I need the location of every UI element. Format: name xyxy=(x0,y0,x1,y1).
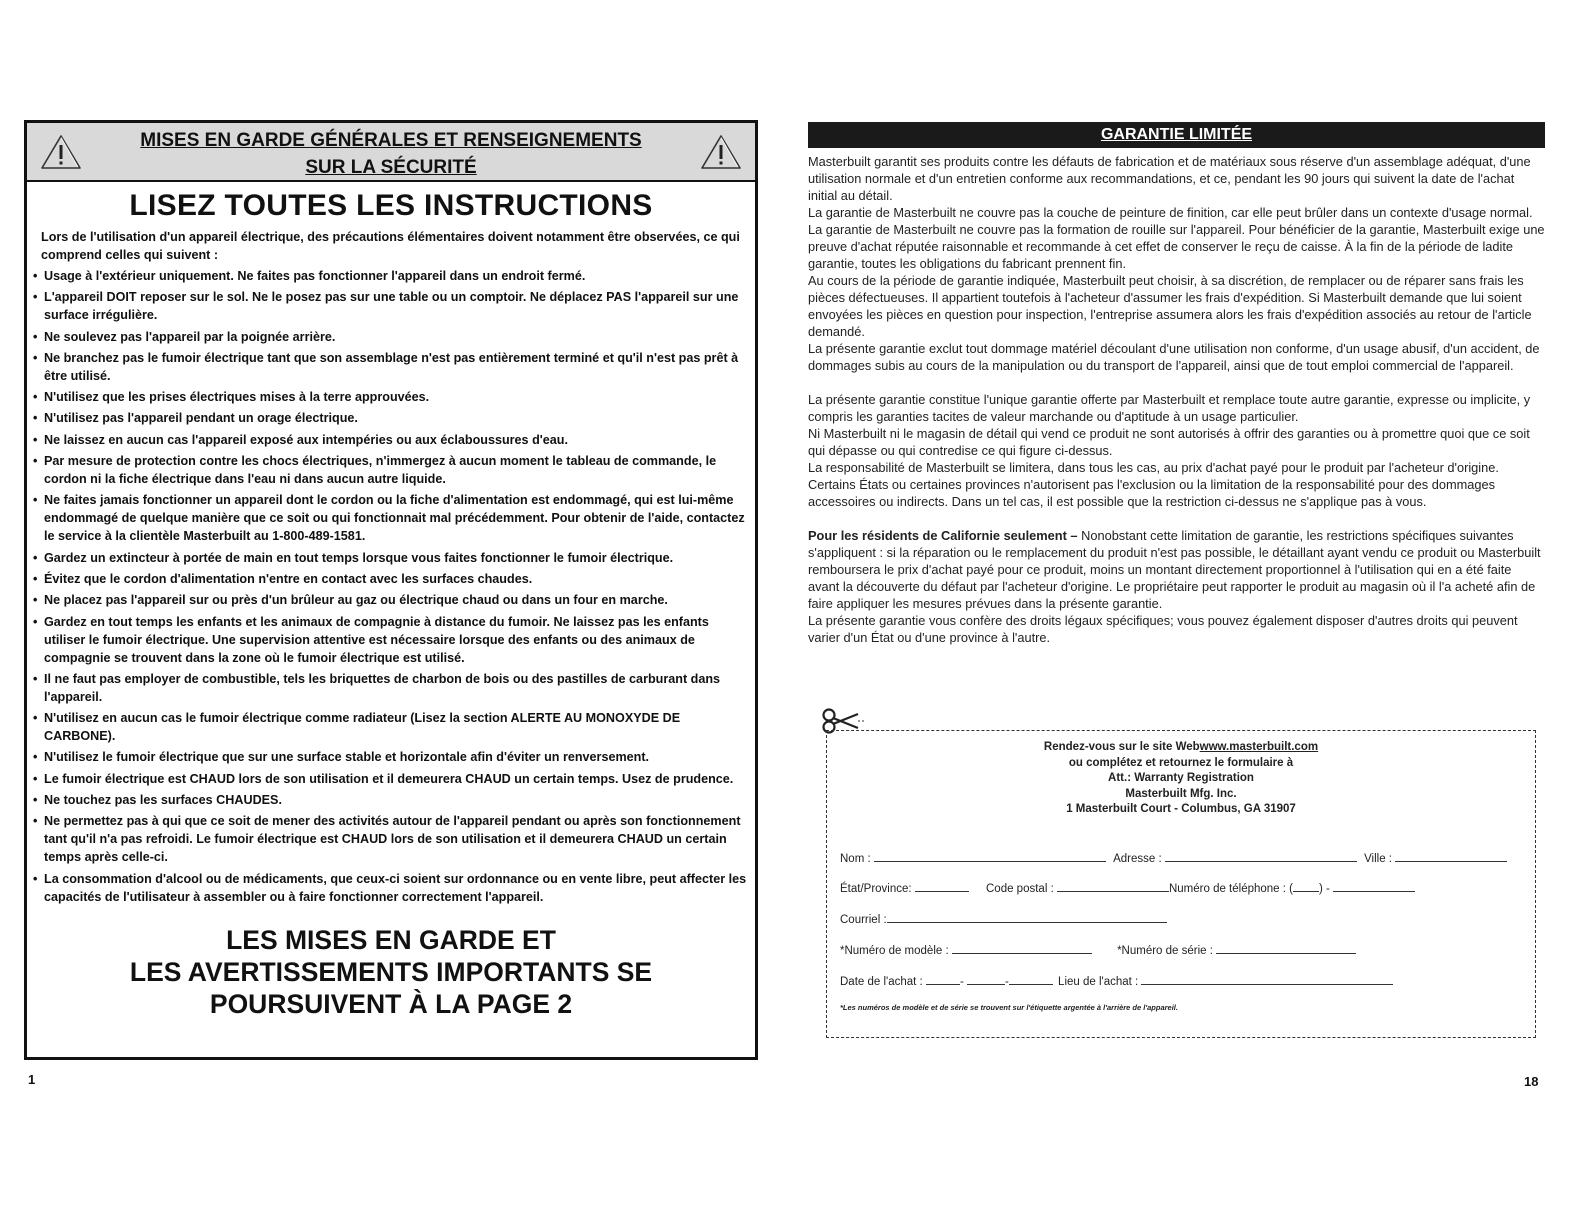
warning-item: • Gardez en tout temps les enfants et les animaux de compagnie à distance du fumoir. Ne laissez pas les enfants utiliser le fumoir électrique. Une supervision attentive est nécessaire lorsque des enfants ou des animaux de compagnie se trouvent dans la zone où le fumoir électrique est utilisé. xyxy=(33,613,749,667)
form-footnote: *Les numéros de modèle et de série se trouvent sur l'étiquette argentée à l'arrière de l'appareil. xyxy=(840,1003,1178,1012)
warning-item: • L'appareil DOIT reposer sur le sol. Ne le posez pas sur une table ou un comptoir. Ne déplacez PAS l'appareil sur une surface irrégulière. xyxy=(33,288,749,324)
california-text: Nonobstant cette limitation de garantie, les restrictions spécifiques suivantes s'appliquent : si la réparation ou le remplacement du produit n'est pas possible, le détaillant ayant vendu ce produit ou Masterbuilt remboursera le prix d'achat payé pour ce produit, moins un montant directement proportionnel à l'utilisation qui en a été faite avant la découverte du défaut par l'acheteur d'origine. Le propriétaire peut rapporter le produit au magasin où il l'a acheté afin de faire appliquer les mesures prévues dans la présente garantie. xyxy=(808,528,1541,611)
form-row-email xyxy=(840,910,1167,926)
label-serie: *Numéro de série : xyxy=(1117,945,1213,957)
warning-item: • Le fumoir électrique est CHAUD lors de son utilisation et il demeurera CHAUD un certain temps. Usez de prudence. xyxy=(33,770,749,788)
warranty-paragraph: La présente garantie exclut tout dommage matériel découlant d'une utilisation non conforme, d'un usage abusif, d'un accident, de dommages subis au cours de la manipulation ou du transport de l'appareil, ainsi que de tout emploi commercial de l'appareil. xyxy=(808,341,1540,373)
main-title: LISEZ TOUTES LES INSTRUCTIONS xyxy=(129,189,653,222)
label-nom: Nom : xyxy=(840,853,871,865)
warranty-paragraph: La présente garantie vous confère des droits légaux spécifiques; vous pouvez également disposer d'autres droits qui peuvent varier d'un État ou d'une province à l'autre. xyxy=(808,613,1518,645)
lieu-field[interactable] xyxy=(1141,972,1393,985)
warning-item: • Ne branchez pas le fumoir électrique tant que son assemblage n'est pas entièrement terminé et qu'il n'est pas prêt à être utilisé. xyxy=(33,349,749,385)
intro-text: Lors de l'utilisation d'un appareil électrique, des précautions élémentaires doivent notamment être observées, ce qui comprend celles qui suivent : xyxy=(41,230,740,262)
warning-item: • Par mesure de protection contre les chocs électriques, n'immergez à aucun moment le tableau de commande, le cordon ni la fiche électrique dans l'eau ni dans aucun autre liquide. xyxy=(33,452,749,488)
warning-item: • Ne soulevez pas l'appareil par la poignée arrière. xyxy=(33,328,749,346)
warning-item: • Ne laissez en aucun cas l'appareil exposé aux intempéries ou aux éclaboussures d'eau. xyxy=(33,431,749,449)
warning-item: • Usage à l'extérieur uniquement. Ne faites pas fonctionner l'appareil dans un endroit fermé. xyxy=(33,267,749,285)
website-link[interactable]: www.masterbuilt.com xyxy=(1199,741,1319,753)
label-ville: Ville : xyxy=(1364,853,1392,865)
warnings-list xyxy=(27,267,755,906)
page-number-right: 18 xyxy=(1524,1074,1539,1089)
warning-triangle-icon xyxy=(699,133,743,171)
warning-item: • Ne permettez pas à qui que ce soit de mener des activités autour de l'appareil pendant ou après son fonctionnement tant qu'il n'a pas refroidi. Le fumoir électrique est CHAUD lors de son utilisation et il demeurera CHAUD un certain temps après celle-ci. xyxy=(33,812,749,866)
form-instructions xyxy=(827,740,1535,818)
continued-notice xyxy=(27,924,755,1020)
form-row-model xyxy=(840,941,1356,957)
label-code-postal: Code postal : xyxy=(986,883,1054,895)
warranty-paragraph: La garantie de Masterbuilt ne couvre pas la couche de peinture de finition, car elle peut brûler dans un contexte d'usage normal. xyxy=(808,205,1533,220)
phone-separator: ) - xyxy=(1319,883,1330,895)
label-lieu: Lieu de l'achat : xyxy=(1058,976,1139,988)
continued-line2: LES AVERTISSEMENTS IMPORTANTS SE xyxy=(129,956,653,987)
label-modele: *Numéro de modèle : xyxy=(840,945,949,957)
warning-item: • N'utilisez en aucun cas le fumoir électrique comme radiateur (Lisez la section ALERTE AU MONOXYDE DE CARBONE). xyxy=(33,709,749,745)
date-year-field[interactable] xyxy=(1009,972,1053,985)
safety-header-line1: MISES EN GARDE GÉNÉRALES ET RENSEIGNEMENTS xyxy=(140,130,642,151)
page-number-left: 1 xyxy=(28,1072,36,1087)
continued-line1: LES MISES EN GARDE ET xyxy=(226,924,556,955)
warranty-paragraph: La responsabilité de Masterbuilt se limitera, dans tous les cas, au prix d'achat payé pour le produit par l'acheteur d'origine. Certains États ou certaines provinces n'autorisent pas l'exclusion ou la limitation de la responsabilité pour des dommages accessoires ou indirects. Dans un tel cas, il est possible que la restriction ci-dessus ne s'applique pas à vous. xyxy=(808,460,1499,509)
form-line1: Rendez-vous sur le site Web xyxy=(1043,741,1200,753)
california-label: Pour les résidents de Californie seulement – xyxy=(808,528,1078,543)
area-code-field[interactable] xyxy=(1293,879,1319,892)
warning-item: • Ne touchez pas les surfaces CHAUDES. xyxy=(33,791,749,809)
ville-field[interactable] xyxy=(1395,849,1507,862)
california-paragraph xyxy=(808,527,1546,612)
warning-item: • Gardez un extincteur à portée de main en tout temps lorsque vous faites fonctionner le fumoir électrique. xyxy=(33,549,749,567)
modele-field[interactable] xyxy=(952,941,1092,954)
warranty-paragraph: Masterbuilt garantit ses produits contre les défauts de fabrication et de matériaux sous réserve d'un assemblage adéquat, d'une utilisation normale et d'un entretien conforme aux recommandations, et ce, pendant les 90 jours qui suivent la date de l'achat initial au détail. xyxy=(808,154,1531,203)
warning-item: • Ne faites jamais fonctionner un appareil dont le cordon ou la fiche d'alimentation est endommagé, qui est lui-même endommagé de quelque manière que ce soit ou qui fonctionnait mal précédemment. Pour obtenir de l'aide, contactez le service à la clientèle Masterbuilt au 1-800-489-1581. xyxy=(33,491,749,545)
safety-header-title xyxy=(97,127,685,181)
warning-item: • N'utilisez le fumoir électrique que sur une surface stable et horizontale afin d'éviter un renversement. xyxy=(33,748,749,766)
warning-item: • Évitez que le cordon d'alimentation n'entre en contact avec les surfaces chaudes. xyxy=(33,570,749,588)
label-courriel: Courriel : xyxy=(840,914,887,926)
date-day-field[interactable] xyxy=(967,972,1005,985)
telephone-field[interactable] xyxy=(1333,879,1415,892)
province-field[interactable] xyxy=(915,879,969,892)
form-line2: ou complétez et retournez le formulaire à xyxy=(1068,756,1294,769)
warranty-registration-form xyxy=(826,730,1536,1038)
form-row-date xyxy=(840,972,1393,988)
warning-item: • N'utilisez que les prises électriques mises à la terre approuvées. xyxy=(33,388,749,406)
form-row-province xyxy=(840,879,1415,895)
form-line4: Masterbuilt Mfg. Inc. xyxy=(1125,787,1237,800)
safety-header-line2: SUR LA SÉCURITÉ xyxy=(305,157,477,178)
form-line3: Att.: Warranty Registration xyxy=(1108,772,1254,784)
warning-item: • Ne placez pas l'appareil sur ou près d'un brûleur au gaz ou électrique chaud ou dans un four en marche. xyxy=(33,591,749,609)
warranty-paragraph: Au cours de la période de garantie indiquée, Masterbuilt peut choisir, à sa discrétion, de remplacer ou de réparer sans frais les pièces défectueuses. Il appartient toutefois à l'acheteur d'assumer les frais d'expédition. Si Masterbuilt demande que lui soient envoyées les pièces en question pour inspection, l'entreprise assumera alors les frais d'expédition associés au retour de l'article demandé. xyxy=(808,273,1532,339)
warranty-body xyxy=(808,153,1546,646)
warranty-paragraph: La présente garantie constitue l'unique garantie offerte par Masterbuilt et remplace toute autre garantie, expresse ou implicite, y compris les garanties tacites de valeur marchande ou d'aptitude à un usage particulier. xyxy=(808,392,1531,424)
courriel-field[interactable] xyxy=(887,910,1167,923)
code-postal-field[interactable] xyxy=(1057,879,1169,892)
safety-header xyxy=(27,123,755,182)
label-etat: État/Province: xyxy=(840,883,912,895)
warranty-paragraph: La garantie de Masterbuilt ne couvre pas la formation de rouille sur l'appareil. Pour bénéficier de la garantie, Masterbuilt exige une preuve d'achat réputée raisonnable et recommande à cet effet de conserver le reçu de caisse. À la fin de la période de ladite garantie, toutes les obligations du fabricant prennent fin. xyxy=(808,222,1545,271)
warning-item: • Il ne faut pas employer de combustible, tels les briquettes de charbon de bois ou des pastilles de carburant dans l'appareil. xyxy=(33,670,749,706)
warning-item: • N'utilisez pas l'appareil pendant un orage électrique. xyxy=(33,409,749,427)
label-telephone: Numéro de téléphone : ( xyxy=(1168,883,1293,895)
label-date: Date de l'achat : xyxy=(840,976,923,988)
continued-line3: POURSUIVENT À LA PAGE 2 xyxy=(209,988,573,1019)
date-separator: - xyxy=(959,976,964,988)
date-month-field[interactable] xyxy=(926,972,960,985)
label-adresse: Adresse : xyxy=(1113,853,1162,865)
form-row-name xyxy=(840,849,1507,865)
warning-item: • La consommation d'alcool ou de médicaments, que ceux-ci soient sur ordonnance ou en vente libre, peut affecter les capacités de l'utilisateur à assembler ou à faire fonctionner correctement l'appareil. xyxy=(33,870,749,906)
warranty-paragraph: Ni Masterbuilt ni le magasin de détail qui vend ce produit ne sont autorisés à offrir des garanties ou à promettre quoi que ce soit qui dépasse ou qui contredise ce qui figure ci-dessus. xyxy=(808,426,1530,458)
date-separator: - xyxy=(1005,976,1009,988)
nom-field[interactable] xyxy=(874,849,1106,862)
warranty-header: GARANTIE LIMITÉE xyxy=(808,122,1545,148)
safety-warnings-panel xyxy=(24,120,758,1060)
serie-field[interactable] xyxy=(1216,941,1356,954)
warning-triangle-icon xyxy=(39,133,83,171)
adresse-field[interactable] xyxy=(1165,849,1357,862)
form-line5: 1 Masterbuilt Court - Columbus, GA 31907 xyxy=(1066,803,1296,815)
